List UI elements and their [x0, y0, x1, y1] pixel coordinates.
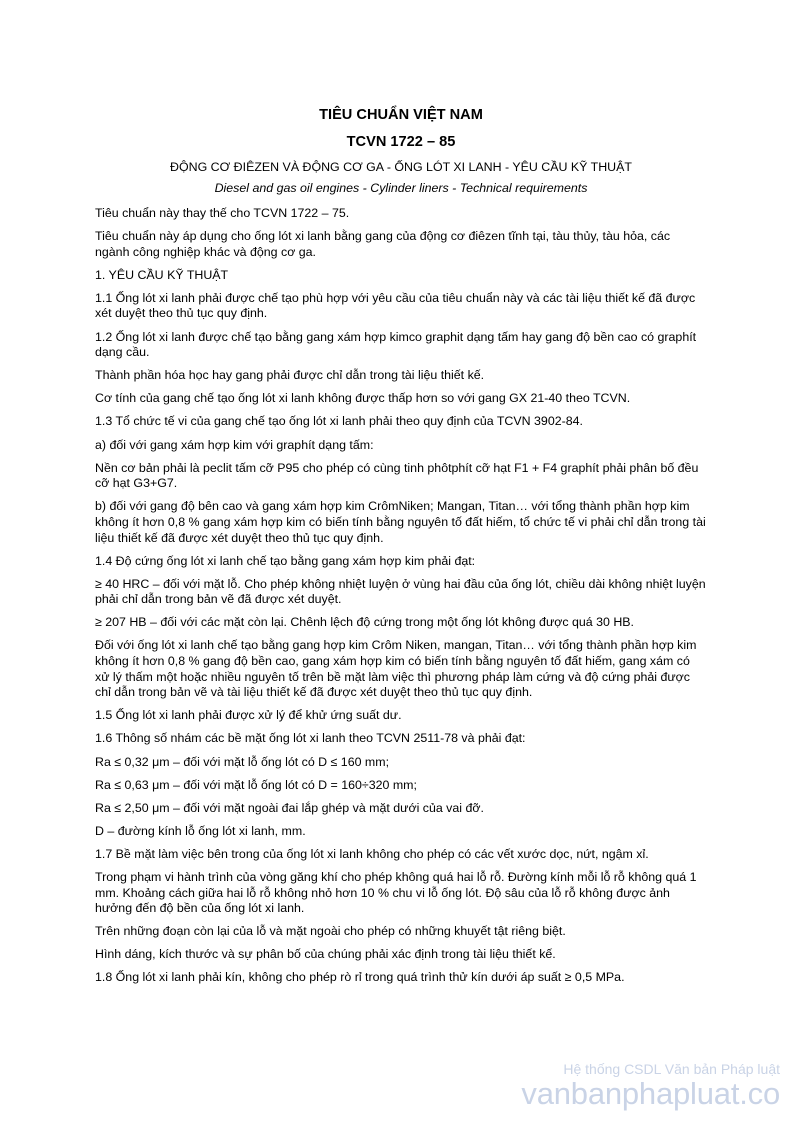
paragraph: Tiêu chuẩn này áp dụng cho ống lót xi lanh bằng gang của động cơ điêzen tĩnh tại, tàu thủy, tàu hỏa, các ngành công nghiệp khác và động cơ ga. — [95, 229, 671, 259]
paragraph: Ra ≤ 0,63 μm – đối với mặt lỗ ống lót có D = 160÷320 mm; — [95, 777, 417, 792]
paragraph: Trên những đoạn còn lại của lỗ và mặt ngoài cho phép có những khuyết tật riêng biệt. — [95, 924, 566, 939]
document-subtitle-english: Diesel and gas oil engines - Cylinder liners - Technical requirements — [214, 181, 588, 195]
section-heading: 1. YÊU CẦU KỸ THUẬT — [95, 267, 229, 282]
document-subtitle: ĐỘNG CƠ ĐIÊZEN VÀ ĐỘNG CƠ GA - ỐNG LÓT XI LANH - YÊU CẦU KỸ THUẬT — [170, 160, 632, 174]
document-title: TIÊU CHUẨN VIỆT NAM — [319, 107, 483, 123]
paragraph: Trong phạm vi hành trình của vòng găng khí cho phép không quá hai lỗ rỗ. Đường kính mỗi lỗ rỗ không quá 1 mm. Khoảng cách giữa hai lỗ rỗ không nhỏ hơn 10 % chu vi lỗ ống lót. Độ sâu của lỗ rỗ không được ảnh hưởng đến độ bền của ống lót xi lanh. — [95, 870, 697, 916]
paragraph: Ra ≤ 0,32 μm – đối với mặt lỗ ống lót có D ≤ 160 mm; — [95, 754, 390, 769]
paragraph: Ra ≤ 2,50 μm – đối với mặt ngoài đai lắp ghép và mặt dưới của vai đỡ. — [95, 800, 484, 815]
watermark-caption: Hệ thống CSDL Văn bản Pháp luật — [563, 1061, 780, 1077]
watermark-site: vanbanphapluat.co — [521, 1076, 780, 1111]
paragraph: Tiêu chuẩn này thay thế cho TCVN 1722 – 75. — [95, 206, 350, 220]
paragraph: D – đường kính lỗ ống lót xi lanh, mm. — [95, 823, 306, 838]
paragraph-list — [95, 206, 707, 994]
paragraph: 1.3 Tổ chức tế vi của gang chế tạo ống lót xi lanh phải theo quy định của TCVN 3902-84. — [95, 414, 583, 429]
paragraph: b) đối với gang độ bên cao và gang xám hợp kim CrômNiken; Mangan, Titan… với tổng thành phần hợp kim không ít hơn 0,8 % gang xám hợp kim có biến tính bằng nguyên tố đất hiếm, tổ chức tế vi phải chỉ dẫn trong tài liệu thiết kế đã được xét duyệt theo thủ tục quy định. — [95, 499, 706, 545]
paragraph: ≥ 207 HB – đối với các mặt còn lại. Chênh lệch độ cứng trong một ống lót không được quá 30 HB. — [95, 615, 635, 630]
paragraph: Hình dáng, kích thước và sự phân bố của chúng phải xác định trong tài liệu thiết kế. — [95, 947, 556, 962]
paragraph: Nền cơ bản phải là peclit tấm cỡ P95 cho phép có cùng tinh phôtphít cỡ hạt F1 + F4 graphít phải phân bố đều cỡ hạt G3+G7. — [95, 460, 699, 491]
paragraph: Đối với ống lót xi lanh chế tạo bằng gang hợp kim Crôm Niken, mangan, Titan… với tổng thành phần hợp kim không ít hơn 0,8 % gang độ bền cao, gang xám hợp kim có biến tính bằng nguyên tố đất hiếm, gang xám có xử lý thấm một hoặc nhiều nguyên tố trên bề mặt làm việc thì phương pháp làm cứng và độ cứng phải được chỉ dẫn trong bản vẽ và tài liệu thiết kế đã được xét duyệt theo thủ tục quy định. — [95, 638, 697, 700]
paragraph: Cơ tính của gang chế tạo ống lót xi lanh không được thấp hơn so với gang GX 21-40 theo TCVN. — [95, 391, 631, 406]
paragraph: Thành phần hóa học hay gang phải được chỉ dẫn trong tài liệu thiết kế. — [95, 368, 485, 383]
paragraph: 1.5 Ống lót xi lanh phải được xử lý để khử ứng suất dư. — [95, 708, 402, 723]
paragraph: 1.2 Ống lót xi lanh được chế tạo bằng gang xám hợp kimco graphit dạng tấm hay gang độ bền cao có graphít dạng cầu. — [95, 329, 697, 360]
paragraph: a) đối với gang xám hợp kim với graphít dạng tấm: — [95, 437, 374, 452]
paragraph: 1.6 Thông số nhám các bề mặt ống lót xi lanh theo TCVN 2511-78 và phải đạt: — [95, 731, 526, 746]
paragraph: 1.7 Bề mặt làm việc bên trong của ống lót xi lanh không cho phép có các vết xước dọc, nứt, ngậm xỉ. — [95, 846, 649, 861]
paragraph: 1.4 Độ cứng ống lót xi lanh chế tạo bằng gang xám hợp kim phải đạt: — [95, 553, 476, 568]
paragraph: 1.8 Ống lót xi lanh phải kín, không cho phép rò rỉ trong quá trình thử kín dưới áp suất ≥ 0,5 MPa. — [95, 970, 625, 985]
standard-code: TCVN 1722 – 85 — [346, 134, 456, 150]
paragraph: ≥ 40 HRC – đối với mặt lỗ. Cho phép không nhiệt luyện ở vùng hai đầu của ống lót, chiều dài không nhiệt luyện phải chỉ dẫn trong bản vẽ đã được xét duyệt. — [95, 576, 706, 607]
paragraph: 1.1 Ống lót xi lanh phải được chế tạo phù hợp với yêu cầu của tiêu chuẩn này và các tài liệu thiết kế đã được xét duyệt theo thủ tục quy định. — [95, 290, 696, 321]
